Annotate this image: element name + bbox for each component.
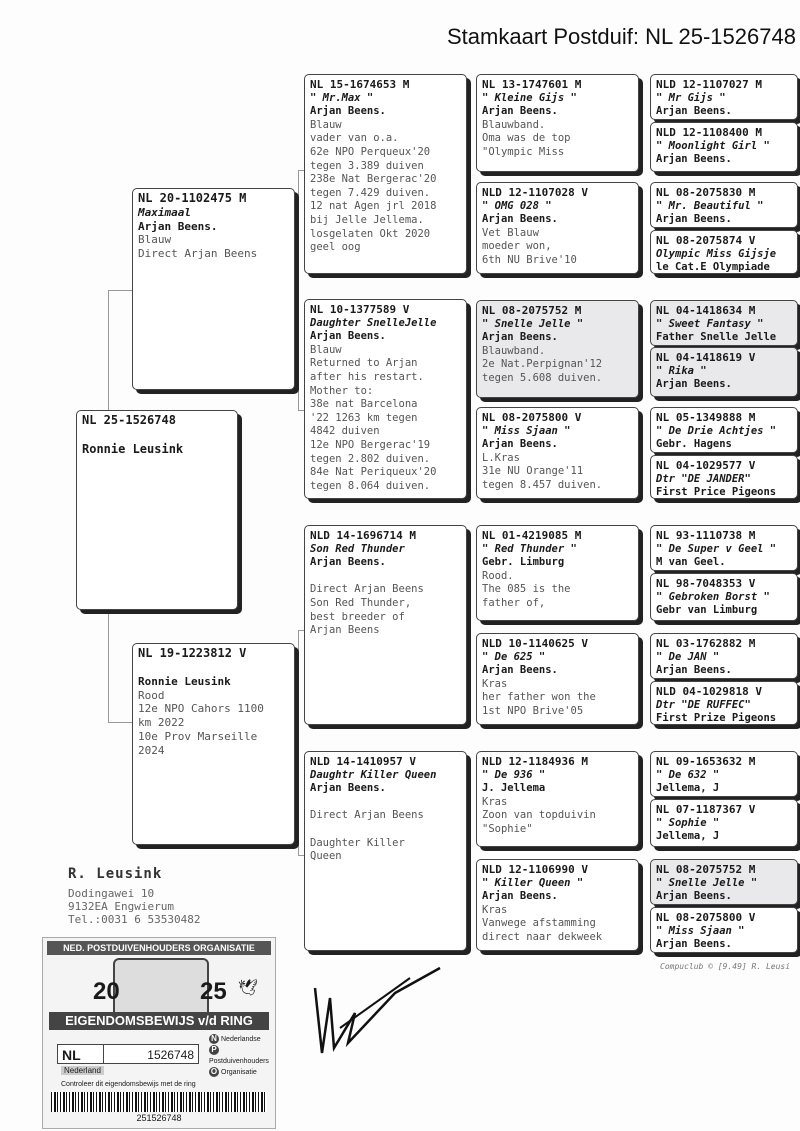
note: 238e Nat Bergerac'20 — [310, 173, 437, 186]
breeder: Arjan Beens. — [482, 213, 558, 226]
note: '22 1263 km tegen — [310, 411, 418, 424]
pedigree-g3-7 — [476, 751, 639, 847]
pigeon-name: " De Drie Achtjes " — [656, 424, 777, 437]
pedigree-g4-9 — [650, 525, 798, 571]
ring-number: NL 13-1747601 M — [482, 78, 582, 91]
barcode-number: 251526748 — [136, 1113, 182, 1123]
pedigree-g4-13 — [650, 751, 798, 797]
ring-number: NLD 12-1107028 V — [482, 186, 588, 199]
npo-line: Organisatie — [221, 1069, 257, 1076]
note: Direct Arjan Beens — [138, 247, 258, 261]
pigeon-name: " Mr Gijs " — [656, 91, 726, 104]
pigeon-name: " Killer Queen " — [482, 876, 584, 889]
pigeon-name: " Snelle Jelle " — [656, 876, 758, 889]
note: 12e NPO Cahors 1100 — [138, 702, 264, 716]
pedigree-g4-15 — [650, 859, 798, 905]
note: losgelaten Okt 2020 — [310, 227, 431, 240]
pigeon-name: " Sophie " — [656, 816, 720, 829]
pedigree-g4-14 — [650, 799, 798, 847]
pedigree-g3-1 — [476, 74, 639, 172]
pigeon-name: " Miss Sjaan " — [656, 924, 745, 937]
note: km 2022 — [138, 716, 185, 730]
ring-number: NL 07-1187367 V — [656, 803, 756, 816]
pigeon-name: " Miss Sjaan " — [482, 424, 571, 437]
note: tegen 7.429 duiven. — [310, 186, 431, 199]
pigeon-name: Olympic Miss Gijsje — [656, 247, 777, 260]
note: best breeder of — [310, 610, 405, 623]
pigeon-name: " De 625 " — [482, 650, 546, 663]
breeder: Jellema, J — [656, 830, 720, 843]
note: Oma was de top — [482, 132, 571, 145]
note: Blauwband. — [482, 118, 546, 131]
pigeon-name: Daughtr Killer Queen — [310, 768, 437, 781]
pedigree-father — [132, 188, 295, 390]
note: Kras — [482, 677, 508, 690]
pedigree-g3-2 — [476, 182, 639, 274]
breeder: Arjan Beens. — [310, 782, 386, 795]
breeder: M van Geel. — [656, 556, 726, 569]
ring-number: NLD 12-1108400 M — [656, 126, 762, 139]
breeder: Arjan Beens. — [310, 330, 386, 343]
note — [310, 823, 461, 837]
note: Rood — [138, 688, 165, 702]
owner-name: R. Leusink — [68, 866, 163, 882]
note: Direct Arjan Beens — [310, 583, 424, 596]
pedigree-g4-5 — [650, 300, 798, 346]
ring-number: NL 08-2075752 M — [656, 863, 756, 876]
pedigree-g4-8 — [650, 455, 798, 499]
note — [310, 796, 461, 810]
connector — [298, 630, 299, 855]
breeder: Arjan Beens. — [310, 556, 386, 569]
signature — [300, 958, 450, 1068]
note: Rood. — [482, 569, 514, 582]
ring-number: NLD 12-1106990 V — [482, 863, 588, 876]
ring-number: NL 08-2075830 M — [656, 186, 756, 199]
note: geel oog — [310, 241, 361, 254]
note: Kras — [482, 903, 508, 916]
note: Direct Arjan Beens — [310, 809, 424, 822]
ring-number: NL 04-1418619 V — [656, 351, 756, 364]
pigeon-name: " OMG 028 " — [482, 199, 552, 212]
note: Arjan Beens — [310, 624, 380, 637]
ring-number: NLD 12-1107027 M — [656, 78, 762, 91]
npo-line: Postduivenhouders — [209, 1058, 269, 1065]
ring-number: NL 08-2075800 V — [482, 411, 582, 424]
pigeon-name: Dtr "DE JANDER" — [656, 472, 751, 485]
owner-street: Dodingawei 10 — [68, 887, 155, 900]
note: her father won the — [482, 691, 596, 704]
pigeon-name: " Rika " — [656, 364, 707, 377]
note: L.Kras — [482, 451, 520, 464]
note: 10e Prov Marseille — [138, 729, 258, 743]
breeder: Arjan Beens. — [656, 213, 732, 226]
note: tegen 3.389 duiven — [310, 159, 424, 172]
certificate-country-name: Nederland — [61, 1066, 104, 1075]
note: Blauw — [138, 233, 172, 247]
note: 6th NU Brive'10 — [482, 253, 577, 266]
ring-number: NLD 14-1410957 V — [310, 755, 416, 768]
ring-number: NLD 04-1029818 V — [656, 685, 762, 698]
connector — [108, 722, 132, 723]
ring-number: NLD 10-1140625 V — [482, 637, 588, 650]
ring-number: NLD 12-1184936 M — [482, 755, 588, 768]
pigeon-name: " Mr.Max " — [310, 91, 374, 104]
pedigree-g4-11 — [650, 633, 798, 679]
ownership-certificate — [42, 937, 276, 1129]
pedigree-g4-1 — [650, 74, 798, 120]
note: Zoon van topduivin — [482, 809, 596, 822]
ring-number: NL 08-2075752 M — [482, 304, 582, 317]
certificate-year-left: 20 — [93, 978, 120, 1005]
ring-number: NL 03-1762882 M — [656, 637, 756, 650]
note: Blauwband. — [482, 344, 546, 357]
ring-number: NL 19-1223812 V — [138, 646, 247, 660]
note: Mother to: — [310, 384, 374, 397]
connector — [108, 610, 109, 722]
ring-number: NL 05-1349888 M — [656, 411, 756, 424]
pigeon-name: Daughter SnelleJelle — [310, 316, 437, 329]
note: 1st NPO Brive'05 — [482, 704, 584, 717]
pedigree-subject — [76, 410, 238, 610]
note: 31e NU Orange'11 — [482, 465, 584, 478]
note: Queen — [310, 850, 342, 863]
note: 2024 — [138, 743, 165, 757]
note: Blauw — [310, 343, 342, 356]
pedigree-grandmother-paternal — [304, 299, 467, 499]
pedigree-g3-3 — [476, 300, 639, 398]
note — [310, 570, 461, 584]
note: "Sophie" — [482, 822, 533, 835]
pedigree-g3-6 — [476, 633, 639, 725]
pedigree-mother — [132, 643, 295, 845]
note: tegen 8.457 duiven. — [482, 478, 603, 491]
ring-number: NL 08-2075800 V — [656, 911, 756, 924]
connector — [108, 290, 132, 291]
pigeon-name: Son Red Thunder — [310, 542, 405, 555]
connector — [108, 290, 109, 418]
note: Daughter Killer — [310, 836, 405, 849]
pedigree-g4-6 — [650, 347, 798, 397]
owner-phone: Tel.:0031 6 53530482 — [68, 913, 201, 926]
pedigree-g3-8 — [476, 859, 639, 951]
ring-number: NL 25-1526748 — [82, 413, 176, 427]
note: Vet Blauw — [482, 226, 539, 239]
note: 12 nat Agen jrl 2018 — [310, 200, 437, 213]
breeder: le Cat.E Olympiade — [656, 261, 770, 274]
note: bij Jelle Jellema. — [310, 213, 424, 226]
note: 84e Nat Periqueux'20 — [310, 466, 437, 479]
breeder: Gebr. Hagens — [656, 438, 732, 451]
certificate-title: EIGENDOMSBEWIJS v/d RING — [49, 1012, 269, 1030]
ring-number: NL 04-1029577 V — [656, 459, 756, 472]
pigeon-name: " Red Thunder " — [482, 542, 577, 555]
breeder: J. Jellema — [482, 782, 546, 795]
pedigree-g4-10 — [650, 573, 798, 621]
pedigree-g3-4 — [476, 407, 639, 499]
barcode — [51, 1092, 267, 1112]
breeder: Arjan Beens. — [656, 105, 732, 118]
breeder: Arjan Beens. — [656, 938, 732, 951]
pedigree-g4-7 — [650, 407, 798, 453]
pigeon-name: " Mr. Beautiful " — [656, 199, 764, 212]
breeder: Arjan Beens. — [482, 331, 558, 344]
note: vader van o.a. — [310, 132, 399, 145]
npo-letters: N Nederlandse PPostduivenhouders O Organisatie — [209, 1034, 269, 1076]
pedigree-grandfather-paternal — [304, 74, 467, 274]
ring-number: NL 09-1653632 M — [656, 755, 756, 768]
pigeon-name: " De 936 " — [482, 768, 546, 781]
pedigree-g4-2 — [650, 122, 798, 172]
breeder: First Prize Pigeons — [656, 712, 777, 725]
note: 38e nat Barcelona — [310, 398, 418, 411]
breeder: Arjan Beens. — [482, 890, 558, 903]
breeder: Arjan Beens. — [138, 219, 218, 233]
breeder: Arjan Beens. — [656, 378, 732, 391]
dove-icon: 🕊 — [238, 980, 259, 997]
pigeon-name: " Gebroken Borst " — [656, 590, 770, 603]
ring-number: NL 93-1110738 M — [656, 529, 756, 542]
pedigree-grandfather-maternal — [304, 525, 467, 725]
note: direct naar dekweek — [482, 930, 603, 943]
breeder: Gebr. Limburg — [482, 556, 565, 569]
note: tegen 5.608 duiven. — [482, 371, 603, 384]
pedigree-grandmother-maternal — [304, 751, 467, 951]
note: Kras — [482, 795, 508, 808]
breeder: Arjan Beens. — [310, 105, 386, 118]
certificate-ring-number: 1526748 — [103, 1044, 199, 1064]
note: "Olympic Miss — [482, 145, 565, 158]
note: tegen 2.802 duiven. — [310, 452, 431, 465]
note: moeder won, — [482, 240, 552, 253]
breeder: Arjan Beens. — [656, 153, 732, 166]
ring-number: NL 98-7048353 V — [656, 577, 756, 590]
ring-number: NL 10-1377589 V — [310, 303, 410, 316]
npo-line: Nederlandse — [221, 1036, 261, 1043]
pigeon-name: Dtr "DE RUFFEC" — [656, 698, 751, 711]
pigeon-name: " Moonlight Girl " — [656, 139, 770, 152]
breeder: Arjan Beens. — [656, 890, 732, 903]
ring-number: NL 08-2075874 V — [656, 234, 756, 247]
pigeon-name: " Kleine Gijs " — [482, 91, 577, 104]
ring-number: NLD 14-1696714 M — [310, 529, 416, 542]
pigeon-name: " De Super v Geel " — [656, 542, 777, 555]
certificate-country: NL — [57, 1044, 109, 1064]
note: Returned to Arjan — [310, 357, 418, 370]
ring-number: NL 01-4219085 M — [482, 529, 582, 542]
note: 62e NPO Perqueux'20 — [310, 145, 431, 158]
pigeon-name: " Snelle Jelle " — [482, 317, 584, 330]
certificate-year-right: 25 — [200, 978, 227, 1005]
pigeon-name: Maximaal — [138, 205, 191, 219]
owner-address — [68, 868, 200, 926]
breeder: Father Snelle Jelle — [656, 331, 777, 344]
pigeon-name: " De 632 " — [656, 768, 720, 781]
breeder: Jellema, J — [656, 782, 720, 795]
pedigree-g4-12 — [650, 681, 798, 725]
note: The 085 is the — [482, 583, 571, 596]
note: 12e NPO Bergerac'19 — [310, 438, 431, 451]
pedigree-g4-3 — [650, 182, 798, 228]
ring-number: NL 04-1418634 M — [656, 304, 756, 317]
note: Blauw — [310, 118, 342, 131]
note: tegen 8.064 duiven. — [310, 479, 431, 492]
pigeon-name: " De JAN " — [656, 650, 720, 663]
certificate-control-text: Controleer dit eigendomsbewijs met de ring — [61, 1081, 196, 1088]
pigeon-name: " Sweet Fantasy " — [656, 317, 764, 330]
pedigree-g3-5 — [476, 525, 639, 621]
note: 2e Nat.Perpignan'12 — [482, 358, 603, 371]
note: Son Red Thunder, — [310, 596, 412, 609]
owner-city: 9132EA Engwierum — [68, 900, 174, 913]
page-title: Stamkaart Postduif: NL 25-1526748 — [447, 24, 796, 49]
software-credit: Compuclub © [9.49] R. Leusi — [660, 962, 791, 971]
pedigree-g4-4 — [650, 230, 798, 274]
breeder: Gebr van Limburg — [656, 604, 758, 617]
note: after his restart. — [310, 370, 424, 383]
breeder: Arjan Beens. — [482, 438, 558, 451]
breeder: Arjan Beens. — [482, 105, 558, 118]
pedigree-g4-16 — [650, 907, 798, 953]
note: 4842 duiven — [310, 425, 380, 438]
owner-name: Ronnie Leusink — [82, 441, 184, 456]
breeder: Arjan Beens. — [482, 664, 558, 677]
breeder: Arjan Beens. — [656, 664, 732, 677]
note: father of, — [482, 596, 546, 609]
certificate-org: NED. POSTDUIVENHOUDERS ORGANISATIE — [47, 941, 271, 955]
ring-number: NL 20-1102475 M — [138, 191, 247, 205]
ring-number: NL 15-1674653 M — [310, 78, 410, 91]
breeder: Ronnie Leusink — [138, 674, 231, 688]
breeder: First Price Pigeons — [656, 486, 777, 499]
note: Vanwege afstamming — [482, 917, 596, 930]
connector — [298, 170, 299, 410]
